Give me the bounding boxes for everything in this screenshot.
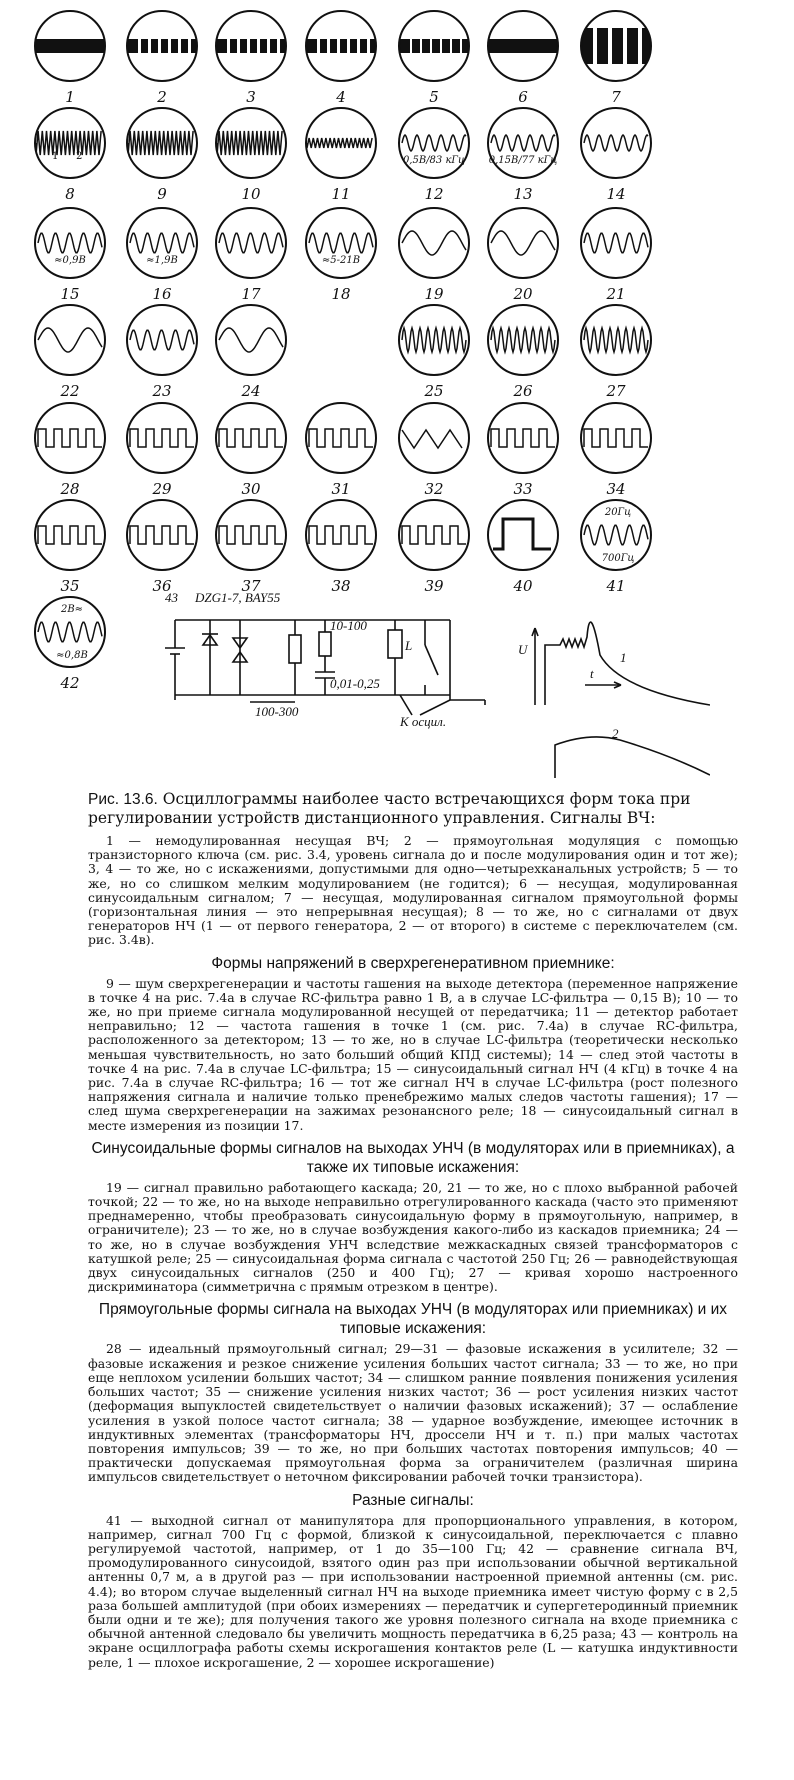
oscillogram-number: 12 [424, 185, 444, 203]
caption-paragraph: 28 — идеальный прямоугольный сигнал; 29—31 — фазовые искажения в усилителе; 32 — фазовые искажения и резкое снижение усиления больших частот сигнала; 33 — то же, но при еще неплохом усилении больших частот; 34 — слишком ранние появления понижения усиления больших частот; 35 — снижение усиления низких частот; 36 — рост усиления низких частот (деформация выпуклостей свидетельствует о наличии фазовых искажений); 37 — ослабление усиления в узкой полосе частот сигнала; 38 — ударное возбуждение, имеющее источник в индуктивных элементах (трансформаторы НЧ, дроссели НЧ и т. п.) при малых частотах повторения импульсов; 39 — то же, но при больших частотах повторения импульсов; 40 — практически допускаемая прямоугольная форма за ограничителем (различная ширина импульсов свидетельствует о неточном фиксировании рабочей точки транзистора). [88, 1341, 738, 1485]
oscillogram-42 [32, 594, 108, 692]
oscillogram-number: 13 [513, 185, 533, 203]
oscillogram-number: 37 [241, 577, 261, 595]
oscillogram-38 [303, 497, 379, 595]
oscillogram-number: 1 [65, 88, 75, 106]
caption-paragraphs [88, 834, 738, 1670]
oscillogram-14 [578, 105, 654, 203]
spark-suppression-schematic [150, 590, 710, 780]
diodes-label: DZG1-7, BAY55 [195, 590, 281, 605]
oscillogram-number: 19 [424, 285, 444, 303]
section-heading: Разные сигналы: [352, 1491, 474, 1509]
oscillogram-number: 26 [513, 382, 533, 400]
svg-text:≈1,9В: ≈1,9В [146, 255, 178, 266]
caption-paragraph: 1 — немодулированная несущая ВЧ; 2 — прямоугольная модуляция с помощью транзисторного ключа (см. рис. 3.4, уровень сигнала до и после модулирования один и тот же); 3, 4 — то же, но с искажениями, допустимыми для одно—четырехканальных устройств; 5 — то же, но со слишком мелким модулированием (не годится); 6 — несущая, модулированная синусоидальным сигналом; 7 — несущая, модулированная сигналом прямоугольной формы (горизонтальная линия — это непрерывная несущая); 8 — то же, но с сигналами от двух генераторов НЧ (1 — от первого генератора, 2 — от второго) в системе с переключателем (см. рис. 3.4в). [88, 833, 738, 948]
oscillogram-number: 4 [336, 88, 346, 106]
svg-text:≈0,8В: ≈0,8В [56, 650, 88, 661]
oscillogram-number: 20 [513, 285, 533, 303]
oscillogram-37 [213, 497, 289, 595]
coil-label: L [405, 638, 413, 653]
oscillogram-number: 40 [513, 577, 533, 595]
oscillogram-13 [485, 105, 561, 203]
caption-lead: Рис. 13.6. [88, 791, 158, 808]
oscillogram-number: 30 [241, 480, 261, 498]
c1-label: 0,01-0,25 [330, 676, 380, 691]
oscillogram-36 [124, 497, 200, 595]
oscillogram-number: 39 [424, 577, 444, 595]
oscillogram-4 [303, 8, 379, 106]
svg-text:20Гц: 20Гц [604, 507, 632, 518]
axis-t-label: t [590, 666, 594, 681]
oscillogram-31 [303, 400, 379, 498]
svg-text:700Гц: 700Гц [601, 553, 635, 564]
r2-label: 100-300 [255, 704, 299, 719]
oscillogram-9 [124, 105, 200, 203]
oscillogram-2 [124, 8, 200, 106]
svg-text:≈5-21В: ≈5-21В [321, 255, 361, 266]
oscillogram-number: 6 [518, 88, 528, 106]
oscillogram-number: 17 [241, 285, 261, 303]
oscillogram-number: 21 [606, 285, 626, 303]
oscillogram-10 [213, 105, 289, 203]
section-heading: Формы напряжений в сверхрегенеративном приемнике: [211, 954, 615, 972]
caption-paragraph: 19 — сигнал правильно работающего каскада; 20, 21 — то же, но с плохо выбранной рабочей точкой; 22 — то же, но на выходе неправильно отрегулированного каскада (часто это применяют преднамеренно, чтобы преобразовать синусоидальную форму в прямоугольную, например, в ограничителе); 23 — то же, но в случае возбуждения какого-либо из каскадов приемника; 24 — то же, но в случае возбуждения УНЧ вследствие межкаскадных связей трансформаторов с катушкой реле; 25 — синусоидальная форма сигнала с частотой 250 Гц; 26 — равнодействующая двух синусоидальных сигналов (250 и 400 Гц); 27 — кривая хорошо настроенного дискриминатора (симметрична с прямым отрезком в центре). [88, 1179, 738, 1295]
oscillogram-number: 2 [157, 88, 167, 106]
svg-text:0,15В/77 кГц: 0,15В/77 кГц [488, 155, 558, 166]
oscillogram-number: 33 [513, 480, 533, 498]
svg-text:0,5В/83 кГц: 0,5В/83 кГц [402, 155, 466, 166]
oscillogram-number: 24 [241, 382, 261, 400]
oscillogram-number: 3 [246, 88, 256, 106]
oscilloscope-label: К осцил. [400, 714, 447, 729]
oscillogram-17 [213, 205, 289, 303]
section-heading: Синусоидальные формы сигналов на выходах УНЧ (в модуляторах или в приемниках), а также их типовые искажения: [91, 1139, 735, 1176]
caption-block [88, 790, 738, 1670]
oscillogram-number: 38 [331, 577, 351, 595]
oscillogram-3 [213, 8, 289, 106]
caption-text: Осциллограммы наиболее часто встречающихся форм тока при регулировании устройств дистанционного управления. Сигналы ВЧ: [88, 790, 691, 827]
oscillogram-16 [124, 205, 200, 303]
oscillogram-39 [396, 497, 472, 595]
oscillogram-number: 14 [606, 185, 626, 203]
oscillogram-28 [32, 400, 108, 498]
oscillogram-19 [396, 205, 472, 303]
oscillogram-number: 25 [424, 382, 444, 400]
caption-paragraph: 9 — шум сверхрегенерации и частоты гашения на выходе детектора (переменное напряжение в точке 4 на рис. 7.4а в случае RC-фильтра равно 1 В, а в случае LC-фильтра — 0,15 В); 10 — то же, но при приеме сигнала модулированной несущей от передатчика; 11 — детектор работает неправильно; 12 — частота гашения в точке 1 (см. рис. 7.4а) в случае RC-фильтра, расположенного за детектором; 13 — то же, но в случае LC-фильтра (теоретически несколько меньшая чувствительность, но зато больший общий КПД системы); 14 — след этой частоты в точке 4 на рис. 7.4а в случае LC-фильтра; 15 — синусоидальный сигнал НЧ (4 кГц) в точке 4 на рис. 7.4а в случае RC-фильтра; 16 — тот же сигнал НЧ в случае LC-фильтра (рост полезного напряжения сигнала и наличие только пренебрежимо малых следов частоты гашения); 17 — след шума сверхрегенерации на зажимах резонансного реле; 18 — синусоидальный сигнал в месте измерения из позиции 17. [88, 975, 738, 1133]
curve-2-label: 2 [612, 726, 619, 741]
oscillogram-41 [578, 497, 654, 595]
r1-label: 10-100 [330, 618, 367, 633]
oscillogram-number: 11 [331, 185, 351, 203]
oscillogram-number: 7 [611, 88, 621, 106]
oscillogram-number: 31 [331, 480, 351, 498]
schematic-number: 43 [165, 590, 178, 605]
oscillogram-11 [303, 105, 379, 203]
oscillogram-15 [32, 205, 108, 303]
oscillogram-20 [485, 205, 561, 303]
oscillogram-33 [485, 400, 561, 498]
oscillogram-6 [485, 8, 561, 106]
oscillogram-number: 42 [60, 674, 80, 692]
oscillogram-number: 41 [606, 577, 626, 595]
oscillogram-21 [578, 205, 654, 303]
curve-1-label: 1 [620, 650, 627, 665]
oscillogram-number: 10 [241, 185, 261, 203]
oscillogram-number: 9 [157, 185, 167, 203]
oscillogram-29 [124, 400, 200, 498]
oscillogram-1 [32, 8, 108, 106]
oscillogram-34 [578, 400, 654, 498]
oscillogram-32 [396, 400, 472, 498]
oscillogram-8 [32, 105, 108, 203]
oscillogram-22 [32, 302, 108, 400]
figure-caption [88, 790, 738, 828]
oscillogram-number: 16 [152, 285, 172, 303]
oscillogram-26 [485, 302, 561, 400]
oscillogram-5 [396, 8, 472, 106]
oscillogram-7 [578, 8, 654, 106]
svg-text:≈0,9В: ≈0,9В [54, 255, 86, 266]
caption-paragraph: 41 — выходной сигнал от манипулятора для пропорционального управления, в котором, например, сигнал 700 Гц с формой, близкой к синусоидальной, переключается с плавно регулируемой частотой, например, от 1 до 35—100 Гц; 42 — сравнение сигнала ВЧ, промодулированного синусоидой, взятого один раз при использовании обычной вертикальной антенны 0,7 м, а в другой раз — при использовании настроенной приемной антенны (см. рис. 4.4); во втором случае выделенный сигнал НЧ на выходе приемника имеет чистую форму с в 2,5 раза большей амплитудой (при обоих измерениях — передатчик и супергетеродинный приемник были одни и те же); для получения такого же уровня полезного сигнала на входе приемника с обычной антенной следовало бы увеличить мощность передатчика в 6,25 раза; 43 — контроль на экране осциллографа работы схемы искрогашения контактов реле (L — катушка индуктивности реле, 1 — плохое искрогашение, 2 — хорошее искрогашение) [88, 1512, 738, 1670]
oscillogram-number: 28 [60, 480, 80, 498]
svg-text:2В≈: 2В≈ [60, 604, 84, 615]
oscillogram-30 [213, 400, 289, 498]
oscillogram-number: 18 [331, 285, 351, 303]
svg-text:2: 2 [76, 151, 83, 162]
oscillogram-number: 22 [60, 382, 80, 400]
svg-text:1: 1 [52, 151, 59, 162]
oscillogram-number: 23 [152, 382, 172, 400]
oscillogram-number: 36 [152, 577, 172, 595]
axis-u-label: U [518, 642, 528, 657]
oscillogram-number: 34 [606, 480, 626, 498]
oscillogram-number: 29 [152, 480, 172, 498]
oscillogram-25 [396, 302, 472, 400]
oscillogram-number: 27 [606, 382, 626, 400]
section-heading: Прямоугольные формы сигнала на выходах УНЧ (в модуляторах или приемниках) и их типовые искажения: [98, 1301, 728, 1338]
oscillogram-number: 5 [429, 88, 439, 106]
oscillogram-40 [485, 497, 561, 595]
oscillogram-24 [213, 302, 289, 400]
oscillogram-18 [303, 205, 379, 303]
oscillogram-number: 35 [60, 577, 80, 595]
oscillogram-number: 8 [65, 185, 75, 203]
oscillogram-27 [578, 302, 654, 400]
oscillogram-number: 32 [424, 480, 444, 498]
oscillogram-35 [32, 497, 108, 595]
oscillogram-12 [396, 105, 472, 203]
oscillogram-number: 15 [60, 285, 80, 303]
oscillogram-23 [124, 302, 200, 400]
